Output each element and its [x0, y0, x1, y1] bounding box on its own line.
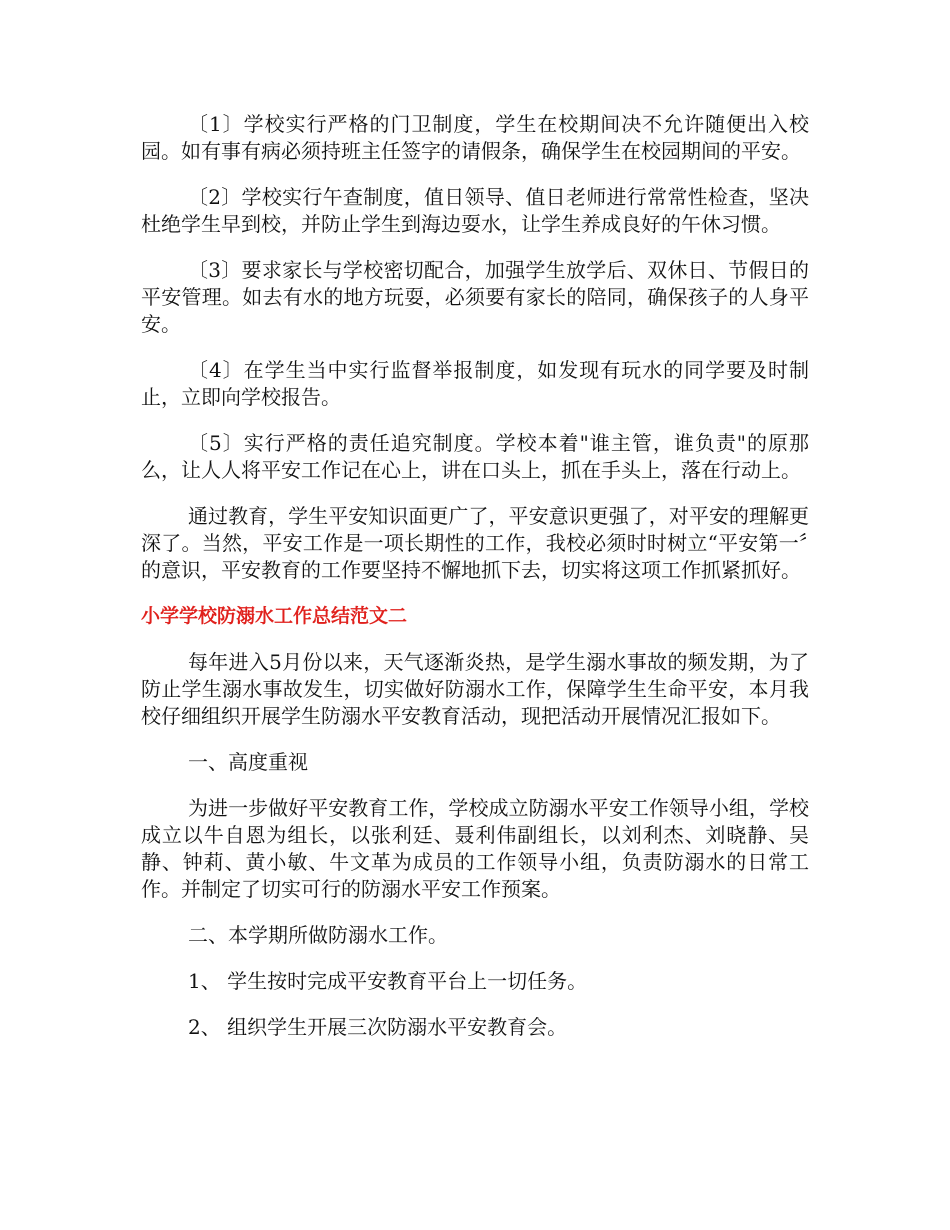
paragraph-conclusion: 通过教育，学生平安知识面更广了，平安意识更强了，对平安的理解更深了。当然，平安工作是一项长期性的工作，我校必须时时树立“平安第一〞的意识，平安教育的工作要坚持不懈地抓下去，切实将这项工作抓紧抓好。: [141, 504, 809, 582]
paragraph-rule-5: 〔5〕实行严格的责任追究制度。学校本着"谁主管，谁负责"的原那么，让人人将平安工作记在心上，讲在口头上，抓在手头上，落在行动上。: [141, 431, 809, 482]
subheading-importance: 一、高度重视: [188, 750, 308, 774]
document-body: [141, 111, 809, 1060]
paragraph-rule-4: 〔4〕在学生当中实行监督举报制度，如发现有玩水的同学要及时制止，立即向学校报告。: [141, 358, 809, 409]
list-item-2: 2、 组织学生开展三次防溺水平安教育会。: [188, 1015, 568, 1039]
paragraph-rule-3: 〔3〕要求家长与学校密切配合，加强学生放学后、双休日、节假日的平安管理。如去有水的地方玩耍，必须要有家长的陪同，确保孩子的人身平安。: [141, 258, 809, 336]
section-heading: 小学学校防溺水工作总结范文二: [141, 605, 408, 627]
paragraph-rule-2: 〔2〕学校实行午查制度，值日领导、值日老师进行常常性检查，坚决杜绝学生早到校，并防止学生到海边耍水，让学生养成良好的午休习惯。: [141, 185, 809, 236]
subheading-work-done: 二、本学期所做防溺水工作。: [188, 923, 448, 947]
paragraph-rule-1: 〔1〕学校实行严格的门卫制度，学生在校期间决不允许随便出入校园。如有事有病必须持班主任签字的请假条，确保学生在校园期间的平安。: [141, 112, 809, 163]
list-item-1: 1、 学生按时完成平安教育平台上一切任务。: [188, 969, 588, 993]
paragraph-intro: 每年进入5月份以来，天气逐渐炎热，是学生溺水事故的频发期，为了防止学生溺水事故发生，切实做好防溺水工作，保障学生生命平安，本月我校仔细组织开展学生防溺水平安教育活动，现把活动开展情况汇报如下。: [141, 650, 809, 728]
paragraph-leadership: 为进一步做好平安教育工作，学校成立防溺水平安工作领导小组，学校成立以牛自恩为组长，以张利廷、聂利伟副组长，以刘利杰、刘晓静、吴静、钟莉、黄小敏、牛文革为成员的工作领导小组，负责防溺水的日常工作。并制定了切实可行的防溺水平安工作预案。: [141, 796, 809, 901]
